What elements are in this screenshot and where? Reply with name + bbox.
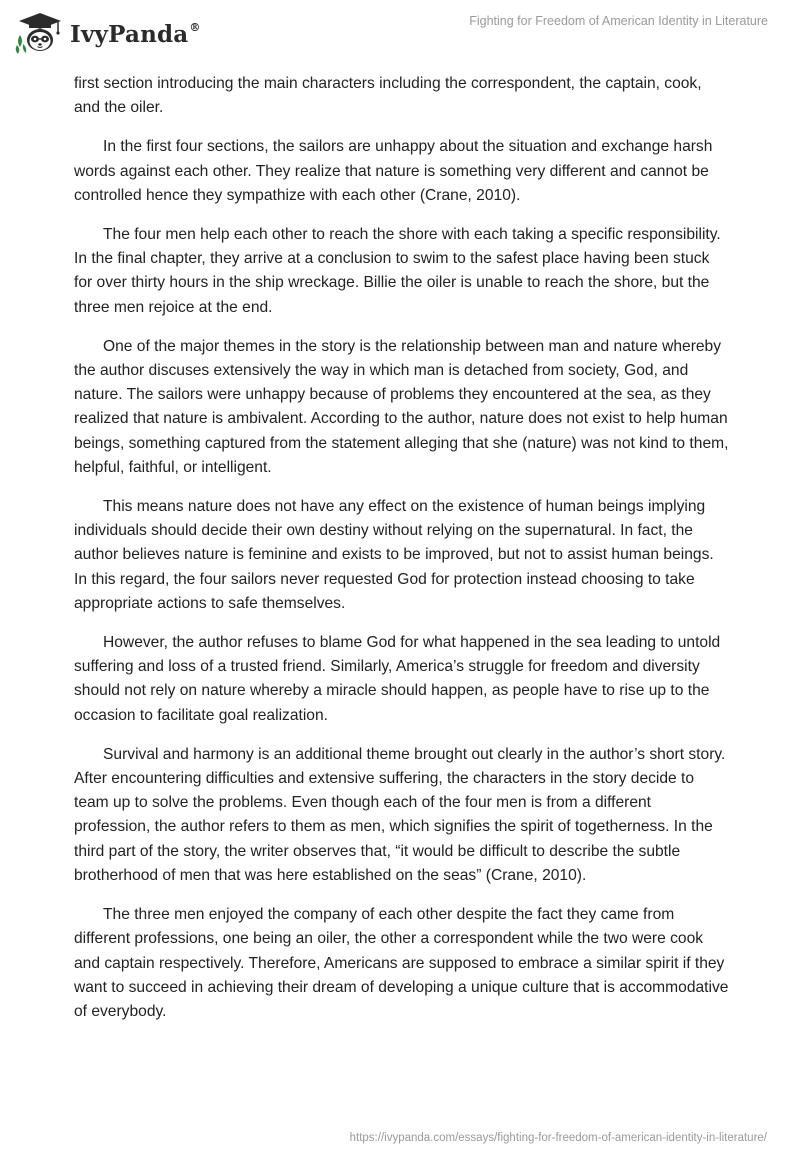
paragraph: This means nature does not have any effect on the existence of human beings implying individuals should decide their own destiny without relying on the supernatural. In fact, the author believes nature is feminine and exists to be improved, but not to assist human beings. In this regard, the four sailors never requested God for protection instead choosing to take appropriate actions to safe themselves. xyxy=(74,498,714,612)
brand-logo[interactable] xyxy=(14,8,201,58)
panda-graduate-logo-icon xyxy=(14,11,66,55)
paragraph: The three men enjoyed the company of each other despite the fact they came from different professions, one being an oiler, the other a correspondent while the two were cook and captain respectively. Therefore, Americans are supposed to embrace a similar spirit if they want to succeed in achieving their dream of developing a unique culture that is accommodative of everybody. xyxy=(74,906,729,1020)
paragraph: The four men help each other to reach the shore with each taking a specific responsibility. In the final chapter, they arrive at a conclusion to swim to the safest place having been stuck for over thirty hours in the ship wreckage. Billie the oiler is unable to reach the shore, but the three men rejoice at the end. xyxy=(74,226,721,316)
registered-mark: ® xyxy=(189,20,201,34)
paragraph: Survival and harmony is an additional theme brought out clearly in the author’s short story. After encountering difficulties and extensive suffering, the characters in the story decide to team up to solve the problems. Even though each of the four men is from a different profession, the author refers to them as men, which signifies the spirit of togetherness. In the third part of the story, the writer observes that, “it would be difficult to describe the subtle brotherhood of men that was here established on the seas” (Crane, 2010). xyxy=(74,745,726,884)
paragraph: first section introducing the main characters including the correspondent, the captain, cook, and the oiler. xyxy=(74,75,702,117)
paragraph: In the first four sections, the sailors are unhappy about the situation and exchange harsh words against each other. They realize that nature is something very different and cannot be controlled hence they sympathize with each other (Crane, 2010). xyxy=(74,138,713,204)
source-url[interactable]: https://ivypanda.com/essays/fighting-for-freedom-of-american-identity-in-literature/ xyxy=(349,1132,767,1144)
paragraph: One of the major themes in the story is the relationship between man and nature whereby the author discuses extensively the way in which man is detached from society, God, and nature. The sailors were unhappy because of problems they encountered at the sea, as they realized that nature is ambivalent. According to the author, nature does not exist to help human beings, something captured from the statement alleging that she (nature) was not kind to them, helpful, faithful, or intelligent. xyxy=(74,337,729,476)
essay-body xyxy=(74,72,730,1039)
paragraph: However, the author refuses to blame God for what happened in the sea leading to untold suffering and loss of a trusted friend. Similarly, America’s struggle for freedom and diversity should not rely on nature whereby a miracle should happen, as people have to rise up to the occasion to facilitate goal realization. xyxy=(74,634,721,724)
document-title: Fighting for Freedom of American Identity in Literature xyxy=(469,14,768,28)
brand-name: IvyPanda® xyxy=(70,20,201,48)
page-header xyxy=(0,0,800,66)
